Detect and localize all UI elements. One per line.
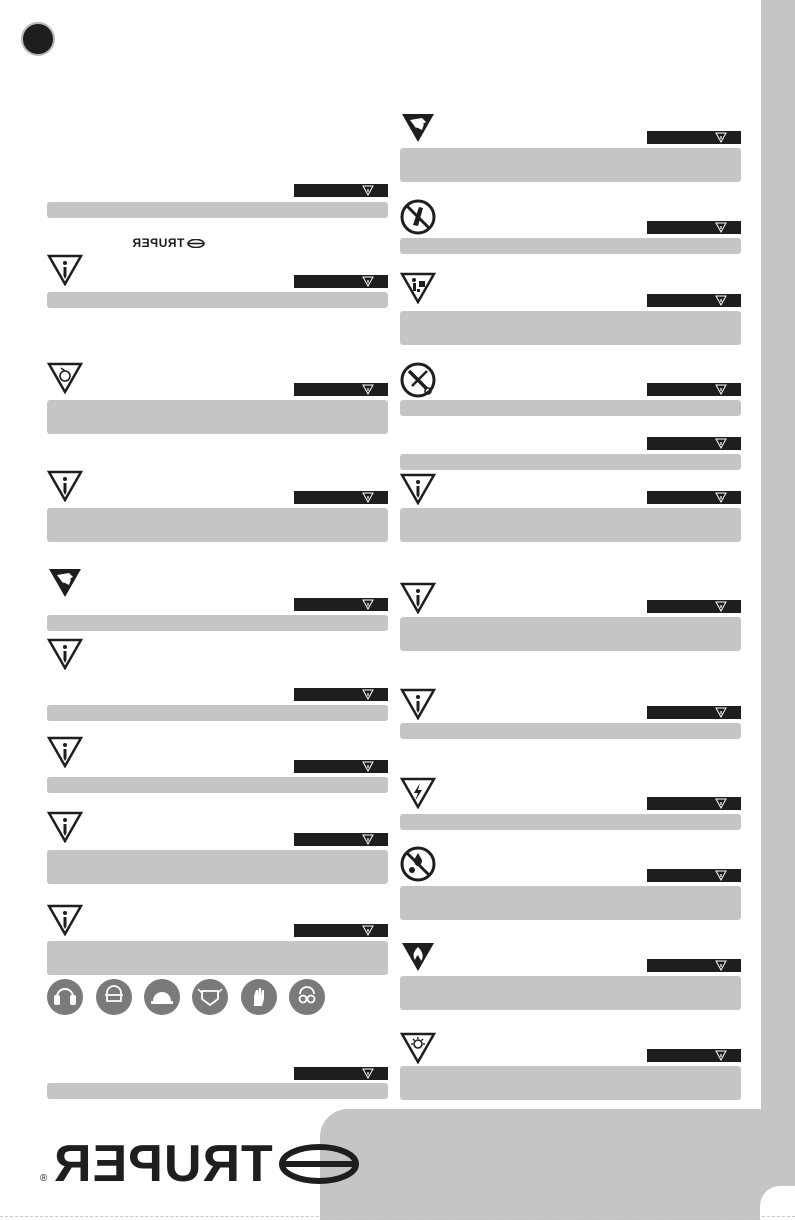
info-triangle-icon <box>715 492 727 503</box>
info-triangle-icon <box>715 870 727 881</box>
text-bar <box>47 292 388 308</box>
face-shield-icon <box>96 979 132 1015</box>
logo-large-text: TRUPER <box>53 1135 274 1193</box>
info-badge <box>647 600 741 613</box>
info-badge <box>294 383 388 396</box>
info-badge <box>647 491 741 504</box>
warning-triangle-icon <box>47 736 83 768</box>
logo-large-emblem-icon <box>279 1144 359 1184</box>
logo-small <box>132 236 205 250</box>
section-marker <box>21 22 55 56</box>
text-bar <box>47 1083 388 1099</box>
text-bar <box>47 941 388 975</box>
warning-triangle-icon <box>47 638 83 670</box>
maintenance-tools-icon <box>400 362 436 398</box>
text-bar <box>400 814 741 830</box>
dust-mask-icon <box>192 979 228 1015</box>
info-badge <box>647 706 741 719</box>
info-badge <box>294 688 388 701</box>
info-badge <box>647 959 741 972</box>
text-bar <box>400 617 741 651</box>
eye-protection-triangle-icon <box>47 362 83 394</box>
text-bar <box>47 850 388 884</box>
text-bar <box>47 777 388 793</box>
info-triangle-icon <box>362 384 374 395</box>
info-triangle-icon <box>715 438 727 449</box>
info-badge <box>294 275 388 288</box>
bottom-panel-notch <box>760 1186 795 1220</box>
info-triangle-icon <box>362 599 374 610</box>
trim-line <box>0 1216 795 1218</box>
info-triangle-icon <box>362 185 374 196</box>
info-badge <box>294 598 388 611</box>
info-triangle-icon <box>715 960 727 971</box>
safety-goggles-icon <box>289 979 325 1015</box>
logo-large <box>40 1135 359 1193</box>
info-triangle-icon <box>362 834 374 845</box>
warning-triangle-icon <box>400 473 436 505</box>
warning-triangle-icon <box>47 470 83 502</box>
text-bar <box>47 202 388 218</box>
text-bar <box>400 454 741 470</box>
info-badge <box>294 833 388 846</box>
text-bar <box>400 1066 741 1100</box>
warning-triangle-icon <box>47 904 83 936</box>
gloves-icon <box>241 979 277 1015</box>
info-badge <box>294 491 388 504</box>
text-bar <box>47 400 388 434</box>
people-hazard-triangle-icon <box>400 272 436 304</box>
registered-mark: ® <box>40 1173 48 1184</box>
info-badge <box>647 294 741 307</box>
warning-triangle-icon <box>400 688 436 720</box>
bottom-panel <box>320 1109 795 1220</box>
info-triangle-icon <box>362 689 374 700</box>
electric-hazard-triangle-icon <box>400 777 436 809</box>
text-bar <box>400 886 741 920</box>
info-badge <box>647 221 741 234</box>
info-triangle-icon <box>715 384 727 395</box>
text-bar <box>400 148 741 182</box>
text-bar <box>400 976 741 1010</box>
hard-hat-icon <box>144 979 180 1015</box>
info-triangle-icon <box>362 925 374 936</box>
info-badge <box>647 383 741 396</box>
info-badge <box>647 869 741 882</box>
info-triangle-icon <box>362 492 374 503</box>
hand-hazard-triangle-icon <box>400 112 436 144</box>
info-badge <box>647 797 741 810</box>
light-hazard-triangle-icon <box>400 1032 436 1064</box>
info-triangle-icon <box>362 1068 374 1079</box>
info-triangle-icon <box>715 1050 727 1061</box>
info-triangle-icon <box>715 295 727 306</box>
text-bar <box>400 238 741 254</box>
info-badge <box>294 924 388 937</box>
info-badge <box>647 1049 741 1062</box>
text-bar <box>400 400 741 416</box>
info-triangle-icon <box>715 132 727 143</box>
text-bar <box>47 705 388 721</box>
logo-small-text: TRUPER <box>132 236 185 250</box>
info-triangle-icon <box>362 276 374 287</box>
hand-hazard-triangle-icon <box>47 567 83 599</box>
text-bar <box>47 615 388 631</box>
text-bar <box>400 723 741 739</box>
warning-triangle-icon <box>400 582 436 614</box>
fire-hazard-triangle-icon <box>400 941 436 973</box>
side-tab <box>761 0 795 1220</box>
info-badge <box>647 437 741 450</box>
info-badge <box>294 760 388 773</box>
info-badge <box>294 184 388 197</box>
info-triangle-icon <box>715 222 727 233</box>
info-triangle-icon <box>715 707 727 718</box>
text-bar <box>47 508 388 542</box>
warning-triangle-icon <box>47 254 83 286</box>
text-bar <box>400 508 741 542</box>
info-triangle-icon <box>362 761 374 772</box>
logo-small-emblem-icon <box>187 239 205 248</box>
warning-triangle-icon <box>47 811 83 843</box>
no-hand-contact-icon <box>400 199 436 235</box>
info-badge <box>647 131 741 144</box>
info-triangle-icon <box>715 601 727 612</box>
hearing-protection-icon <box>47 979 83 1015</box>
no-water-icon <box>400 846 436 882</box>
text-bar <box>400 311 741 345</box>
info-badge <box>294 1067 388 1080</box>
info-triangle-icon <box>715 798 727 809</box>
